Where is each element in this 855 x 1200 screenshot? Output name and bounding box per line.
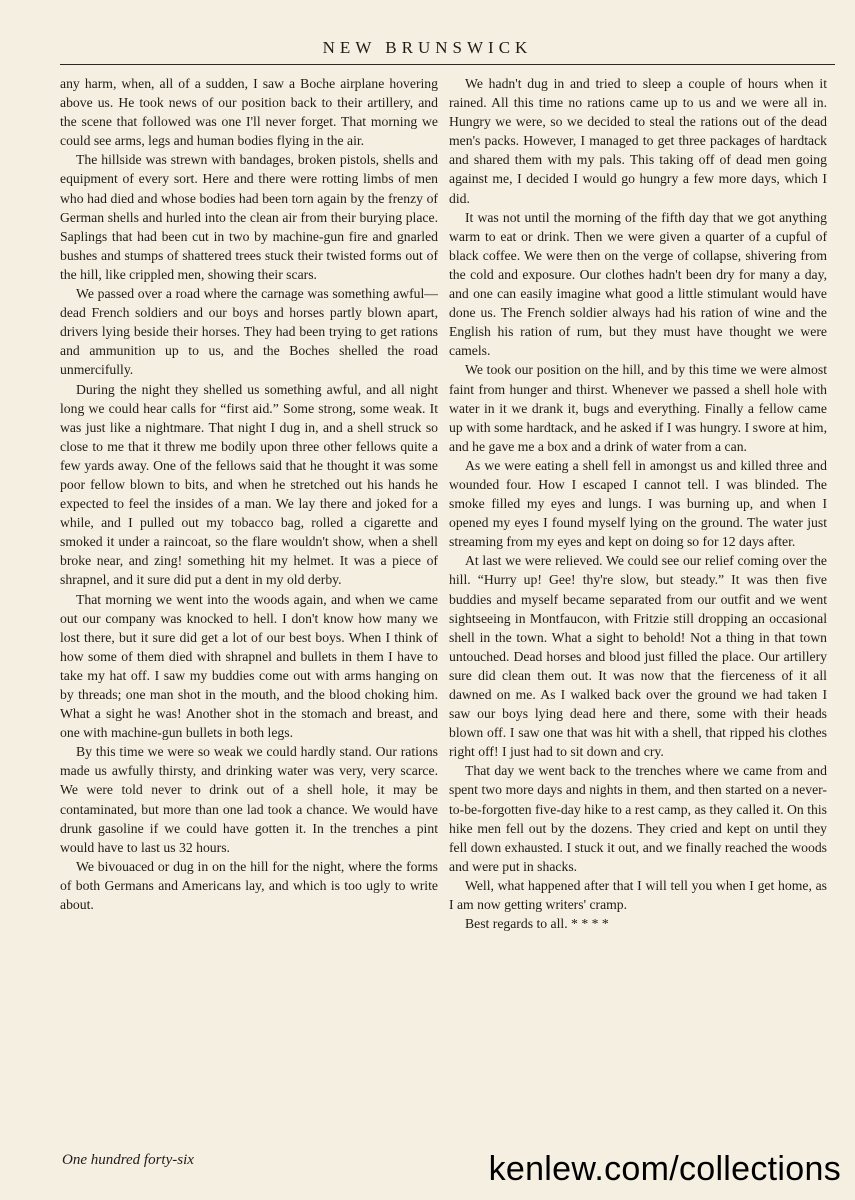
paragraph: That day we went back to the trenches where we came from and spent two more days and nights in them, and then started on a never-to-be-forgotten five-day hike to a rest camp, as they called it. On this hike men fell out by the dozens. They cried and kept on until they fell down exhausted. I stuck it out, and we finally reached the woods and were put in shacks.: [449, 763, 827, 874]
paragraph: It was not until the morning of the fifth day that we got anything warm to eat or drink. Then we were given a quarter of a cupful of black coffee. We were then on the verge of collapse, shivering from the cold and exposure. Our clothes hadn't been dry for many a day, and one can easily imagine what good a little stimulant would have done us. The French soldier always had his ration of wine and the English his ration of rum, but they must have thought we were camels.: [449, 209, 827, 359]
left-column: [60, 74, 438, 914]
watermark-url: kenlew.com/collections: [488, 1150, 841, 1188]
paragraph: The hillside was strewn with bandages, broken pistols, shells and equipment of every sort. Here and there were rotting limbs of men who had died and whose bodies had been torn again by the frenzy of German shells and hurled into the clean air from their burying place. Saplings that had been cut in two by machine-gun fire and gnarled bushes and stumps of shattered trees stuck their twisted forms out of the hill, like crippled men, showing their scars.: [60, 152, 438, 282]
paragraph: We bivouaced or dug in on the hill for the night, where the forms of both Germans and Americans lay, and which is too ugly to write about.: [60, 858, 438, 913]
header-rule: [60, 64, 835, 65]
paragraph: At last we were relieved. We could see our relief coming over the hill. “Hurry up! Gee! thy're slow, but steady.” It was then five buddies and myself became separated from our outfit and we went sightseeing in Montfaucon, with Fritzie still dropping an occasional shell in the town. What a sight to behold! Not a thing in that town untouched. Dead horses and blood just filled the place. Our artillery sure did clean them out. It was now that the fierceness of it all dawned on me. As I walked back over the ground we had taken I saw our boys lying dead here and there, some with their heads blown off. I saw one that was hit with a shell, that ripped his clothes right off! I just had to sit down and cry.: [449, 553, 827, 760]
page-number-label: One hundred forty-six: [62, 1152, 194, 1168]
closing-line: Best regards to all. * * * *: [465, 916, 609, 932]
paragraph: We passed over a road where the carnage was something awful—dead French soldiers and our boys and horses partly blown apart, drivers lying beside their horses. They had been trying to get rations and ammunition up to us, and the Boches shelled the road unmercifully.: [60, 286, 438, 378]
paragraph: By this time we were so weak we could hardly stand. Our rations made us awfully thirsty, and drinking water was very, very scarce. We were told never to drink out of a shell hole, it may be contaminated, but more than one lad took a chance. We would have drunk gasoline if we could have gotten it. In the trenches a pint would have to last us 32 hours.: [60, 744, 438, 855]
paragraph: Well, what happened after that I will tell you when I get home, as I am now getting writers' cramp.: [449, 877, 827, 913]
page-header-title: NEW BRUNSWICK: [322, 38, 533, 57]
paragraph: We hadn't dug in and tried to sleep a couple of hours when it rained. All this time no rations came up to us and we were all in. Hungry we were, so we decided to steal the rations out of the dead men's packs. However, I managed to get three packages of hardtack and shared them with my pals. This taking off of dead men going against me, I decided I would go hungry a few more days, which I did.: [449, 76, 827, 206]
paragraph: As we were eating a shell fell in amongst us and killed three and wounded four. How I escaped I cannot tell. I was blinded. The smoke filled my eyes and lungs. I was burning up, and when I opened my eyes I found myself lying on the ground. The water just streaming from my eyes and kept on doing so for 12 days after.: [449, 457, 827, 550]
paragraph: During the night they shelled us something awful, and all night long we could hear calls for “first aid.” Some strong, some weak. It was just like a nightmare. That night I dug in, and a shell struck so close to me that it threw me bodily upon three other fellows quite a few yards away. One of the fellows said that he thought it was some poor fellow blown to bits, and when he stretched out his hands he expected to feel the insides of a man. We lay there and joked for a while, and I pulled out my tobacco bag, rolled a cigarette and smoked it under a raincoat, so the flare wouldn't show, when a shell broke near, and zing! something hit my helmet. It was a piece of shrapnel, and it sure did put a dent in my old derby.: [60, 381, 438, 588]
right-column: [449, 74, 827, 933]
paragraph: any harm, when, all of a sudden, I saw a Boche airplane hovering above us. He took news of our position back to their artillery, and the scene that followed was one I'll never forget. That morning we could see arms, legs and human bodies flying in the air.: [60, 76, 438, 149]
paragraph: That morning we went into the woods again, and when we came out our company was knocked to hell. I don't know how many we lost there, but it sure did get a lot of our best boys. When I think of how some of them died with shrapnel and bullets in them I have to take my hat off. I saw my buddies come out with arms hanging on by threads; one man shot in the mouth, and the blood choking him. What a sight he was! Another shot in the stomach and breast, and one with machine-gun bullets in both legs.: [60, 591, 438, 741]
paragraph: We took our position on the hill, and by this time we were almost faint from hunger and thirst. Whenever we passed a shell hole with water in it we drank it, bugs and everything. Finally a fellow came up with some hardtack, and he asked if I was hungry. I swore at him, and he gave me a box and a drink of water from a can.: [449, 362, 827, 454]
